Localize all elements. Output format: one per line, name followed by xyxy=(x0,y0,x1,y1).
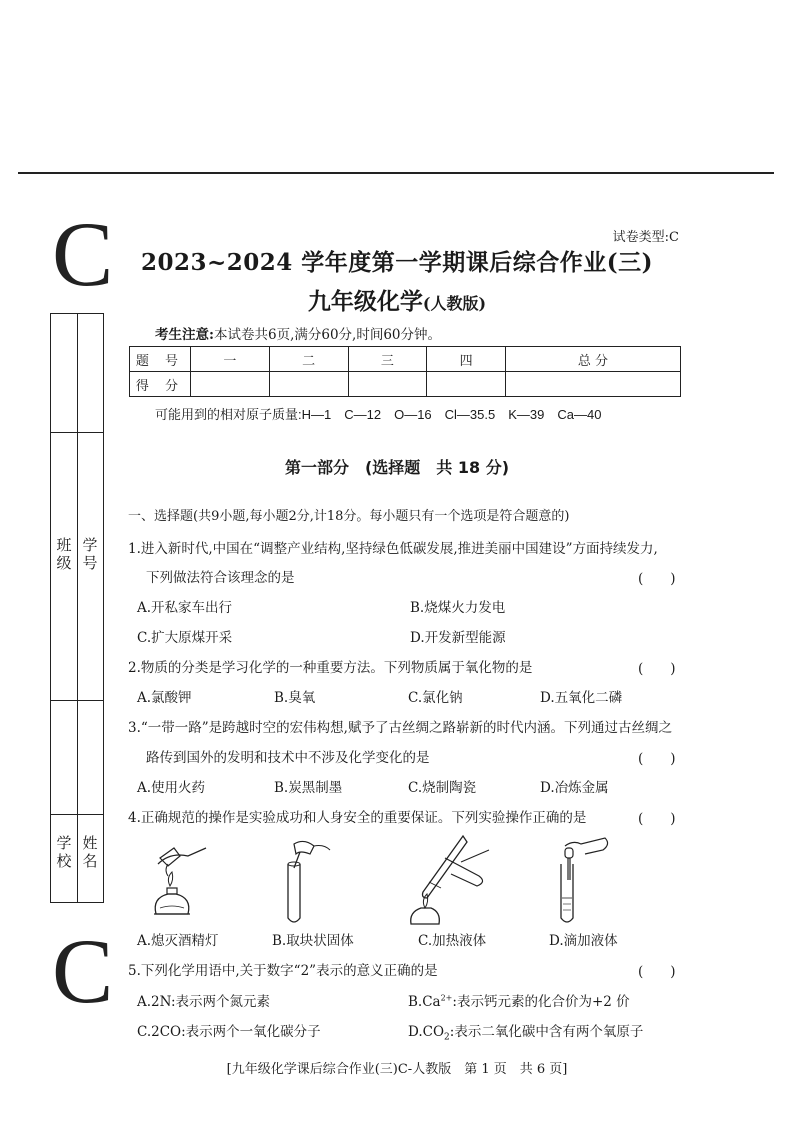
option-3d[interactable]: D.冶炼金属 xyxy=(540,780,609,796)
score-table-cell: 题 号 xyxy=(130,347,191,372)
option-5d[interactable] xyxy=(408,1020,643,1043)
option-4a[interactable]: A.熄灭酒精灯 xyxy=(137,933,219,949)
score-input-cell[interactable] xyxy=(191,372,270,397)
answer-blank-3[interactable]: ( ) xyxy=(638,751,676,767)
figure-4b-add-solid xyxy=(270,834,350,926)
answer-blank-4[interactable]: ( ) xyxy=(638,811,676,827)
option-2d[interactable]: D.五氧化二磷 xyxy=(540,690,623,706)
score-input-cell[interactable] xyxy=(269,372,348,397)
answer-blank-5[interactable]: ( ) xyxy=(638,964,676,980)
option-5b-charge: 2+ xyxy=(440,993,453,1003)
option-1a[interactable]: A.开私家车出行 xyxy=(137,600,233,616)
option-2c[interactable]: C.氯化钠 xyxy=(408,690,463,706)
atomic-masses: 可能用到的相对原子质量:H—1 C—12 O—16 Cl—35.5 K—39 Ca—40 xyxy=(155,407,602,422)
figure-4d-drop-liquid xyxy=(545,834,625,926)
option-5c[interactable]: C.2CO:表示两个一氧化碳分子 xyxy=(137,1024,321,1040)
option-5a[interactable]: A.2N:表示两个氮元素 xyxy=(137,994,271,1010)
option-3a[interactable]: A.使用火药 xyxy=(137,780,206,796)
figure-4c-heat-liquid xyxy=(405,832,495,926)
question-3-line1: 3.“一带一路”是跨越时空的宏伟构想,赋予了古丝绸之路崭新的时代内涵。下列通过古丝绸之 xyxy=(128,720,672,736)
option-1b[interactable]: B.烧煤火力发电 xyxy=(410,600,506,616)
score-input-cell[interactable] xyxy=(427,372,506,397)
option-2b[interactable]: B.臭氧 xyxy=(274,690,316,706)
exam-title: 2023~2024 学年度第一学期课后综合作业(三) xyxy=(140,249,654,276)
score-table-cell: 得 分 xyxy=(130,372,191,397)
option-5d-subscript: 2 xyxy=(444,1032,450,1043)
subject-title: 九年级化学 xyxy=(307,288,423,315)
question-4-line1: 4.正确规范的操作是实验成功和人身安全的重要保证。下列实验操作正确的是 xyxy=(128,810,587,826)
option-5d-prefix: D.CO xyxy=(408,1024,445,1040)
class-label: 班级 xyxy=(56,536,72,572)
score-table-score-row xyxy=(130,372,681,397)
figure-4a-extinguish-lamp xyxy=(140,834,220,926)
option-1d[interactable]: D.开发新型能源 xyxy=(410,630,506,646)
score-table-header-row xyxy=(130,347,681,372)
edition-label: (人教版) xyxy=(422,294,487,313)
score-table-cell: 二 xyxy=(269,347,348,372)
option-5b-text: :表示钙元素的化合价为+2 价 xyxy=(452,994,630,1010)
score-table-cell: 一 xyxy=(191,347,270,372)
score-table-cell: 四 xyxy=(427,347,506,372)
option-2a[interactable]: A.氯酸钾 xyxy=(137,690,192,706)
score-table-cell: 三 xyxy=(348,347,427,372)
question-1-line1: 1.进入新时代,中国在“调整产业结构,坚持绿色低碳发展,推进美丽中国建设”方面持续发力, xyxy=(128,541,658,557)
option-3c[interactable]: C.烧制陶瓷 xyxy=(408,780,477,796)
name-label: 姓名 xyxy=(82,834,98,870)
part-title: 第一部分 (选择题 共 18 分) xyxy=(284,458,510,477)
score-input-cell[interactable] xyxy=(348,372,427,397)
option-4d[interactable]: D.滴加液体 xyxy=(549,933,618,949)
option-5b[interactable] xyxy=(408,990,630,1010)
score-table xyxy=(129,346,681,397)
school-label: 学校 xyxy=(56,834,72,870)
question-2-line1: 2.物质的分类是学习化学的一种重要方法。下列物质属于氧化物的是 xyxy=(128,660,533,676)
option-4c[interactable]: C.加热液体 xyxy=(418,933,487,949)
question-5-line1: 5.下列化学用语中,关于数字“2”表示的意义正确的是 xyxy=(128,963,438,979)
student-number-label: 学号 xyxy=(82,536,98,572)
header-rule xyxy=(18,172,774,174)
binding-margin-box xyxy=(50,313,104,903)
score-table-cell: 总 分 xyxy=(506,347,681,372)
option-5d-text: :表示二氧化碳中含有两个氧原子 xyxy=(449,1024,644,1040)
answer-blank-1[interactable]: ( ) xyxy=(638,571,676,587)
option-4b[interactable]: B.取块状固体 xyxy=(272,933,354,949)
question-1-line2: 下列做法符合该理念的是 xyxy=(146,570,295,586)
score-input-cell[interactable] xyxy=(506,372,681,397)
paper-type-letter-top: C xyxy=(52,203,114,305)
exam-subtitle xyxy=(0,283,794,316)
paper-type-label: 试卷类型:C xyxy=(612,230,679,245)
option-1c[interactable]: C.扩大原煤开采 xyxy=(137,630,233,646)
section-heading: 一、选择题(共9小题,每小题2分,计18分。每小题只有一个选项是符合题意的) xyxy=(128,509,570,524)
notice-label: 考生注意: xyxy=(155,327,214,343)
paper-type-letter-bottom: C xyxy=(52,920,114,1022)
answer-blank-2[interactable]: ( ) xyxy=(638,661,676,677)
question-3-line2: 路传到国外的发明和技术中不涉及化学变化的是 xyxy=(146,750,430,766)
page-footer: [九年级化学课后综合作业(三)C-人教版 第 1 页 共 6 页] xyxy=(226,1062,568,1077)
notice-text: 本试卷共6页,满分60分,时间60分钟。 xyxy=(213,327,442,343)
option-5b-prefix: B.Ca xyxy=(408,994,441,1010)
option-3b[interactable]: B.炭黑制墨 xyxy=(274,780,343,796)
candidate-notice xyxy=(155,323,441,343)
